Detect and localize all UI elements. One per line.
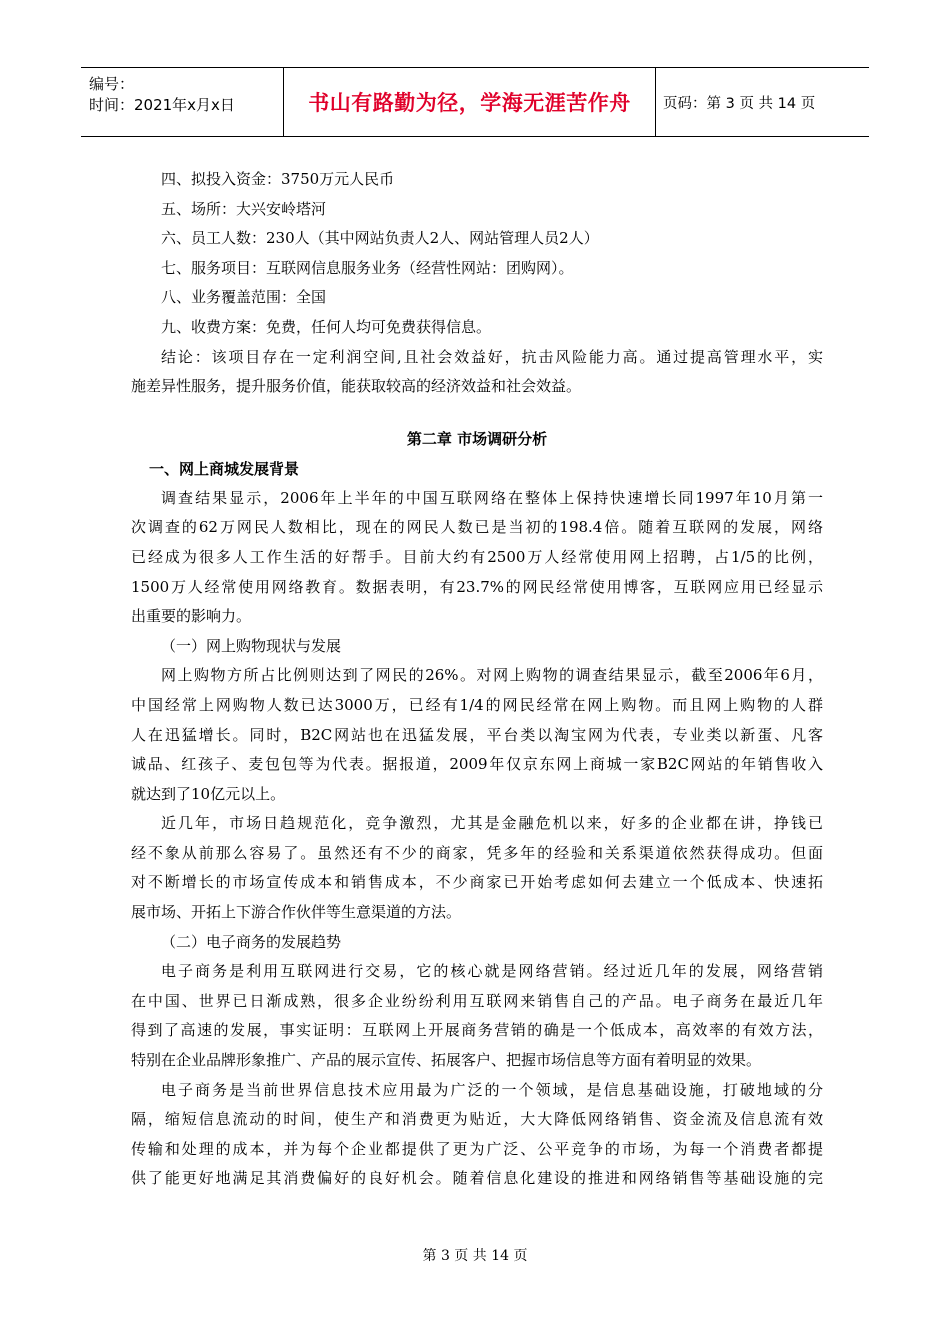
header-page-code: 页码：第 3 页 共 14 页 bbox=[663, 95, 816, 112]
document-number-label: 编号： bbox=[89, 75, 135, 93]
paragraph-line: 网上购物方所占比例则达到了网民的26%。对网上购物的调查结果显示，截至2006年6月， bbox=[161, 666, 823, 685]
subsection-title: （一）网上购物现状与发展 bbox=[161, 636, 342, 655]
paragraph-line: 得到了高速的发展，事实证明：互联网上开展商务营销的确是一个低成本，高效率的有效方法， bbox=[131, 1021, 823, 1040]
paragraph-line: 诚品、红孩子、麦包包等为代表。据报道，2009年仅京东网上商城一家B2C网站的年销售收入 bbox=[131, 755, 823, 774]
paragraph-line: 电子商务是利用互联网进行交易，它的核心就是网络营销。经过近几年的发展，网络营销 bbox=[161, 962, 823, 981]
header-meta bbox=[81, 68, 284, 136]
paragraph-line: 人在迅猛增长。同时，B2C网站也在迅猛发展，平台类以淘宝网为代表，专业类以新蛋、凡客 bbox=[131, 725, 823, 744]
document-time-label: 时间：2021年x月x日 bbox=[89, 96, 235, 114]
paragraph-line: 传输和处理的成本，并为每个企业都提供了更为广泛、公平竞争的市场，为每一个消费者都提 bbox=[131, 1139, 823, 1158]
subsection-title: （二）电子商务的发展趋势 bbox=[161, 932, 342, 951]
conclusion-line: 结论：该项目存在一定利润空间,且社会效益好，抗击风险能力高。通过提高管理水平，实 bbox=[161, 347, 823, 366]
paragraph-line: 在中国、世界已日渐成熟，很多企业纷纷利用互联网来销售自己的产品。电子商务在最近几年 bbox=[131, 991, 823, 1010]
item-line: 七、服务项目：互联网信息服务业务（经营性网站：团购网）。 bbox=[161, 258, 574, 277]
paragraph-line: 次调查的62万网民人数相比，现在的网民人数已是当初的198.4倍。随着互联网的发展，网络 bbox=[131, 518, 823, 537]
item-line: 四、拟投入资金：3750万元人民币 bbox=[161, 170, 395, 188]
paragraph-line: 近几年，市场日趋规范化，竞争激烈，尤其是金融危机以来，好多的企业都在讲，挣钱已 bbox=[161, 814, 823, 833]
paragraph-line: 调查结果显示，2006年上半年的中国互联网络在整体上保持快速增长同1997年10月第一 bbox=[161, 488, 823, 507]
paragraph-line: 中国经常上网购物人数已达3000万，已经有1/4的网民经常在网上购物。而且网上购物的人群 bbox=[131, 695, 823, 714]
paragraph-line: 供了能更好地满足其消费偏好的良好机会。随着信息化建设的推进和网络销售等基础设施的完 bbox=[131, 1169, 823, 1188]
paragraph-line: 就达到了10亿元以上。 bbox=[131, 784, 286, 803]
header-motto: 书山有路勤为径，学海无涯苦作舟 bbox=[284, 68, 656, 136]
paragraph-line: 电子商务是当前世界信息技术应用最为广泛的一个领域，是信息基础设施，打破地域的分 bbox=[161, 1080, 823, 1099]
paragraph-line: 已经成为很多人工作生活的好帮手。目前大约有2500万人经常使用网上招聘，占1/5的比例， bbox=[131, 547, 823, 566]
paragraph-line: 特别在企业品牌形象推广、产品的展示宣传、拓展客户、把握市场信息等方面有着明显的效果。 bbox=[131, 1051, 762, 1070]
conclusion-line: 施差异性服务，提升服务价值，能获取较高的经济效益和社会效益。 bbox=[131, 377, 582, 396]
paragraph-line: 经不象从前那么容易了。虽然还有不少的商家，凭多年的经验和关系渠道依然获得成功。但面 bbox=[131, 843, 823, 862]
paragraph-line: 隔，缩短信息流动的时间，使生产和消费更为贴近，大大降低网络销售、资金流及信息流有效 bbox=[131, 1110, 823, 1129]
document-body bbox=[131, 165, 823, 1194]
chapter-title: 第二章 市场调研分析 bbox=[406, 429, 548, 448]
page-header bbox=[81, 67, 869, 137]
item-line: 八、业务覆盖范围：全国 bbox=[161, 288, 327, 307]
item-line: 九、收费方案：免费，任何人均可免费获得信息。 bbox=[161, 317, 492, 336]
item-line: 六、员工人数：230人（其中网站负责人2人、网站管理人员2人） bbox=[161, 229, 599, 248]
item-line: 五、场所：大兴安岭塔河 bbox=[161, 199, 327, 218]
section-title: 一、网上商城发展背景 bbox=[149, 459, 300, 478]
paragraph-line: 1500万人经常使用网络教育。数据表明，有23.7%的网民经常使用博客，互联网应用已经显示 bbox=[131, 577, 823, 596]
paragraph-line: 展市场、开拓上下游合作伙伴等生意渠道的方法。 bbox=[131, 903, 462, 922]
page-footer: 第 3 页 共 14 页 bbox=[422, 1248, 528, 1264]
paragraph-line: 对不断增长的市场宣传成本和销售成本，不少商家已开始考虑如何去建立一个低成本、快速拓 bbox=[131, 873, 823, 892]
paragraph-line: 出重要的影响力。 bbox=[131, 607, 252, 626]
